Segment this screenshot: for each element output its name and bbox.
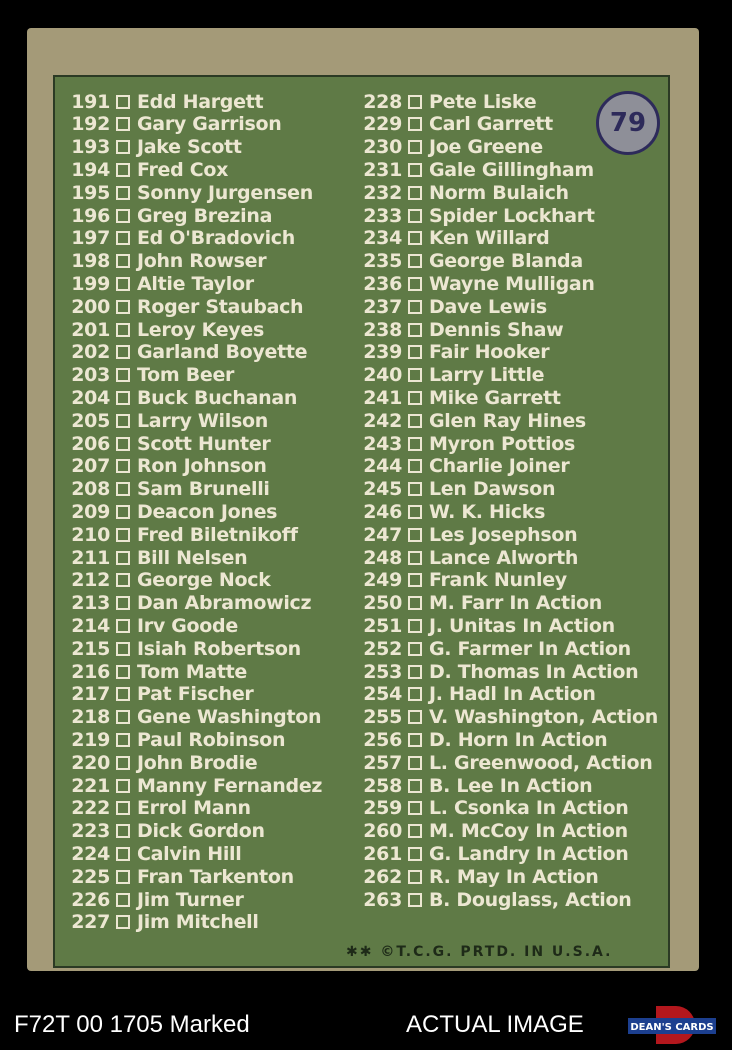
- checkbox[interactable]: [408, 505, 422, 519]
- checklist-item: [62, 842, 241, 865]
- checkbox[interactable]: [408, 824, 422, 838]
- checklist-item: [354, 865, 599, 888]
- player-name: Gale Gillingham: [429, 158, 594, 181]
- player-name: Ron Johnson: [137, 455, 267, 478]
- checkbox[interactable]: [116, 117, 130, 131]
- checkbox[interactable]: [116, 779, 130, 793]
- checklist-item: [354, 432, 575, 455]
- checkbox[interactable]: [408, 573, 422, 587]
- card-number-label: 198: [71, 250, 110, 273]
- checklist-item: [62, 820, 265, 843]
- checkbox[interactable]: [408, 117, 422, 131]
- checkbox[interactable]: [408, 459, 422, 473]
- card-number-label: 246: [363, 500, 402, 523]
- player-name: Joe Greene: [429, 136, 543, 159]
- card-number-label: 245: [363, 478, 402, 501]
- player-name: G. Farmer In Action: [429, 637, 631, 660]
- player-name: M. Farr In Action: [429, 592, 603, 615]
- card-number-label: 218: [71, 706, 110, 729]
- player-name: Deacon Jones: [137, 500, 278, 523]
- checkbox[interactable]: [116, 665, 130, 679]
- checkbox[interactable]: [408, 870, 422, 884]
- checkbox[interactable]: [116, 528, 130, 542]
- card-number-label: 191: [71, 90, 110, 113]
- card-number-label: 210: [71, 523, 110, 546]
- checklist-item: [354, 136, 543, 159]
- card-number-label: 204: [71, 386, 110, 409]
- player-name: Irv Goode: [137, 614, 238, 637]
- player-name: Tom Beer: [137, 364, 235, 387]
- checklist-item: [62, 409, 268, 432]
- player-name: Dan Abramowicz: [137, 592, 312, 615]
- checklist-item: [354, 660, 638, 683]
- checkbox[interactable]: [116, 915, 130, 929]
- card-number-label: 227: [71, 911, 110, 934]
- checkbox[interactable]: [116, 687, 130, 701]
- checkbox[interactable]: [408, 665, 422, 679]
- card-number-label: 262: [363, 865, 402, 888]
- player-name: Scott Hunter: [137, 432, 271, 455]
- card-number-label: 203: [71, 364, 110, 387]
- card-number-label: 253: [363, 660, 402, 683]
- card-number-label: 220: [71, 751, 110, 774]
- card-number-label: 202: [71, 341, 110, 364]
- card-number-label: 255: [363, 706, 402, 729]
- checklist-item: [354, 90, 536, 113]
- checkbox[interactable]: [116, 300, 130, 314]
- player-name: Lance Alworth: [429, 546, 579, 569]
- card-number-label: 249: [363, 569, 402, 592]
- checkbox[interactable]: [116, 140, 130, 154]
- player-name: Larry Wilson: [137, 409, 268, 432]
- checkbox[interactable]: [116, 801, 130, 815]
- player-name: Jim Turner: [137, 888, 244, 911]
- player-name: Sonny Jurgensen: [137, 181, 313, 204]
- checkbox[interactable]: [408, 323, 422, 337]
- checklist-item: [62, 592, 311, 615]
- card-number-label: 197: [71, 227, 110, 250]
- player-name: Manny Fernandez: [137, 774, 323, 797]
- checklist-item: [62, 364, 234, 387]
- player-name: Buck Buchanan: [137, 386, 298, 409]
- player-name: Mike Garrett: [429, 386, 561, 409]
- player-name: Paul Robinson: [137, 728, 286, 751]
- player-name: Glen Ray Hines: [429, 409, 586, 432]
- deans-cards-logo: [626, 1004, 718, 1046]
- card-number-label: 205: [71, 409, 110, 432]
- checklist-item: [62, 500, 277, 523]
- checkbox[interactable]: [408, 140, 422, 154]
- player-name: L. Csonka In Action: [429, 797, 629, 820]
- checkbox[interactable]: [116, 345, 130, 359]
- player-name: John Brodie: [137, 751, 258, 774]
- checklist-item: [62, 706, 321, 729]
- player-name: Dennis Shaw: [429, 318, 564, 341]
- checkbox[interactable]: [408, 596, 422, 610]
- checklist-item: [354, 181, 569, 204]
- player-name: D. Thomas In Action: [429, 660, 639, 683]
- card-number-label: 193: [71, 136, 110, 159]
- card-number-label: 222: [71, 797, 110, 820]
- checklist-item: [354, 478, 555, 501]
- card-number-label: 200: [71, 295, 110, 318]
- player-name: Ed O'Bradovich: [137, 227, 295, 250]
- checklist-item: [62, 113, 281, 136]
- checkbox[interactable]: [116, 870, 130, 884]
- checklist-item: [62, 318, 264, 341]
- checklist-item: [62, 751, 257, 774]
- player-name: M. McCoy In Action: [429, 820, 628, 843]
- checklist-item: [354, 341, 549, 364]
- player-name: Altie Taylor: [137, 272, 254, 295]
- checklist-item: [62, 546, 247, 569]
- player-name: Spider Lockhart: [429, 204, 595, 227]
- checkbox[interactable]: [116, 414, 130, 428]
- player-name: Greg Brezina: [137, 204, 273, 227]
- checkbox[interactable]: [408, 482, 422, 496]
- checkbox[interactable]: [116, 847, 130, 861]
- card-number-label: 217: [71, 683, 110, 706]
- checkbox[interactable]: [116, 231, 130, 245]
- card-number-label: 194: [71, 158, 110, 181]
- player-name: J. Hadl In Action: [429, 683, 596, 706]
- checkbox[interactable]: [116, 254, 130, 268]
- card-number-label: 211: [71, 546, 110, 569]
- player-name: Ken Willard: [429, 227, 550, 250]
- checklist-item: [62, 455, 267, 478]
- card-number-label: 213: [71, 592, 110, 615]
- listing-id-caption: F72T 00 1705 Marked: [14, 1011, 250, 1038]
- card-number-label: 232: [363, 181, 402, 204]
- card-number-label: 234: [363, 227, 402, 250]
- checkbox[interactable]: [408, 528, 422, 542]
- player-name: Myron Pottios: [429, 432, 575, 455]
- player-name: Gene Washington: [137, 706, 322, 729]
- card-number-label: 237: [363, 295, 402, 318]
- checkbox[interactable]: [408, 847, 422, 861]
- checklist-item: [62, 250, 266, 273]
- player-name: L. Greenwood, Action: [429, 751, 653, 774]
- checklist-item: [354, 318, 563, 341]
- checklist-item: [354, 728, 607, 751]
- card-number-label: 192: [71, 113, 110, 136]
- checkbox[interactable]: [116, 596, 130, 610]
- checklist-item: [62, 660, 247, 683]
- checklist-item: [62, 888, 244, 911]
- checkbox[interactable]: [116, 505, 130, 519]
- player-name: Jim Mitchell: [137, 911, 259, 934]
- card-number-label: 263: [363, 888, 402, 911]
- card-number-label: 206: [71, 432, 110, 455]
- player-name: George Nock: [137, 569, 271, 592]
- card-number-label: 233: [363, 204, 402, 227]
- card-number-label: 201: [71, 318, 110, 341]
- player-name: John Rowser: [137, 250, 267, 273]
- checkbox[interactable]: [116, 277, 130, 291]
- player-name: Carl Garrett: [429, 113, 553, 136]
- checklist-item: [354, 295, 547, 318]
- card-number-label: 195: [71, 181, 110, 204]
- checkbox[interactable]: [116, 459, 130, 473]
- player-name: G. Landry In Action: [429, 842, 629, 865]
- checklist-item: [354, 364, 544, 387]
- card-number: 79: [609, 108, 647, 138]
- card-number-label: 223: [71, 820, 110, 843]
- checkbox[interactable]: [116, 95, 130, 109]
- checklist-item: [354, 842, 629, 865]
- player-name: Frank Nunley: [429, 569, 567, 592]
- checkbox[interactable]: [408, 642, 422, 656]
- card-number-label: 244: [363, 455, 402, 478]
- checklist-item: [354, 500, 545, 523]
- card-number-label: 254: [363, 683, 402, 706]
- card-number-label: 241: [363, 386, 402, 409]
- card-number-label: 199: [71, 272, 110, 295]
- checkbox[interactable]: [408, 254, 422, 268]
- player-name: Isiah Robertson: [137, 637, 301, 660]
- checkbox[interactable]: [116, 893, 130, 907]
- player-name: Fair Hooker: [429, 341, 550, 364]
- player-name: B. Lee In Action: [429, 774, 593, 797]
- checkbox[interactable]: [408, 277, 422, 291]
- card-number-label: 229: [363, 113, 402, 136]
- checkbox[interactable]: [116, 551, 130, 565]
- checkbox[interactable]: [116, 186, 130, 200]
- player-name: Pat Fischer: [137, 683, 254, 706]
- checkbox[interactable]: [408, 733, 422, 747]
- player-name: D. Horn In Action: [429, 728, 608, 751]
- card-number-label: 238: [363, 318, 402, 341]
- checklist-item: [354, 751, 652, 774]
- checkbox[interactable]: [408, 710, 422, 724]
- checkbox[interactable]: [116, 619, 130, 633]
- checkbox[interactable]: [408, 345, 422, 359]
- checklist-item: [354, 546, 578, 569]
- checkbox[interactable]: [116, 756, 130, 770]
- checklist-item: [354, 592, 602, 615]
- checklist-item: [62, 90, 263, 113]
- player-name: Roger Staubach: [137, 295, 304, 318]
- player-name: Fred Cox: [137, 158, 229, 181]
- player-name: Gary Garrison: [137, 113, 282, 136]
- player-name: Dave Lewis: [429, 295, 547, 318]
- card-number-label: 260: [363, 820, 402, 843]
- checkbox[interactable]: [408, 551, 422, 565]
- checkbox[interactable]: [408, 231, 422, 245]
- checkbox[interactable]: [116, 163, 130, 177]
- player-name: Pete Liske: [429, 90, 537, 113]
- card-number-label: 196: [71, 204, 110, 227]
- player-name: Calvin Hill: [137, 842, 242, 865]
- player-name: Wayne Mulligan: [429, 272, 595, 295]
- checklist-item: [354, 797, 629, 820]
- card-number-label: 215: [71, 637, 110, 660]
- checklist-item: [354, 386, 561, 409]
- checklist-item: [62, 797, 251, 820]
- checklist-item: [62, 865, 294, 888]
- player-name: Fred Biletnikoff: [137, 523, 298, 546]
- checklist-item: [354, 523, 577, 546]
- checkbox[interactable]: [408, 779, 422, 793]
- checklist-item: [354, 637, 631, 660]
- checklist-item: [62, 386, 297, 409]
- player-name: Bill Nelsen: [137, 546, 248, 569]
- card-number-label: 239: [363, 341, 402, 364]
- player-name: Sam Brunelli: [137, 478, 270, 501]
- checklist-item: [354, 820, 628, 843]
- player-name: J. Unitas In Action: [429, 614, 615, 637]
- card-number-label: 230: [363, 136, 402, 159]
- card-number-label: 224: [71, 842, 110, 865]
- checklist-item: [354, 569, 567, 592]
- checklist-item: [62, 158, 228, 181]
- player-name: Edd Hargett: [137, 90, 264, 113]
- checklist-item: [354, 113, 553, 136]
- player-name: Norm Bulaich: [429, 181, 569, 204]
- card-number-label: 226: [71, 888, 110, 911]
- card-number-label: 242: [363, 409, 402, 432]
- copyright-footer: ✱✱ ©T.C.G. PRTD. IN U.S.A.: [346, 944, 613, 960]
- checklist-item: [354, 683, 596, 706]
- player-name: Garland Boyette: [137, 341, 308, 364]
- checkbox[interactable]: [408, 391, 422, 405]
- card-number-label: 219: [71, 728, 110, 751]
- checklist-item: [62, 728, 285, 751]
- checklist-item: [354, 409, 586, 432]
- checklist-item: [354, 455, 569, 478]
- checkbox[interactable]: [408, 300, 422, 314]
- checklist-item: [62, 227, 295, 250]
- checkbox[interactable]: [408, 163, 422, 177]
- checkbox[interactable]: [116, 573, 130, 587]
- checkbox[interactable]: [408, 414, 422, 428]
- card-number-label: 209: [71, 500, 110, 523]
- checkbox[interactable]: [408, 893, 422, 907]
- card-number-label: 231: [363, 158, 402, 181]
- checklist-item: [354, 774, 592, 797]
- checklist-item: [354, 204, 595, 227]
- checkbox[interactable]: [116, 482, 130, 496]
- card-number-label: 225: [71, 865, 110, 888]
- card-number-label: 236: [363, 272, 402, 295]
- checkbox[interactable]: [408, 186, 422, 200]
- checkbox[interactable]: [116, 733, 130, 747]
- card-number-label: 221: [71, 774, 110, 797]
- player-name: B. Douglass, Action: [429, 888, 632, 911]
- card-number-label: 214: [71, 614, 110, 637]
- checkbox[interactable]: [116, 824, 130, 838]
- checkbox[interactable]: [408, 437, 422, 451]
- checklist-item: [62, 272, 254, 295]
- card-number-label: 261: [363, 842, 402, 865]
- card-number-badge: [596, 91, 660, 155]
- checkbox[interactable]: [116, 642, 130, 656]
- card-number-label: 207: [71, 455, 110, 478]
- checklist-item: [62, 569, 271, 592]
- checkbox[interactable]: [408, 687, 422, 701]
- checklist-item: [62, 523, 298, 546]
- card-number-label: 228: [363, 90, 402, 113]
- actual-image-caption: ACTUAL IMAGE: [406, 1011, 584, 1038]
- checkbox[interactable]: [408, 95, 422, 109]
- player-name: W. K. Hicks: [429, 500, 546, 523]
- card-number-label: 252: [363, 637, 402, 660]
- checkbox[interactable]: [116, 710, 130, 724]
- checklist-item: [354, 227, 549, 250]
- checklist-item: [354, 614, 615, 637]
- card-number-label: 208: [71, 478, 110, 501]
- card-number-label: 212: [71, 569, 110, 592]
- card-number-label: 216: [71, 660, 110, 683]
- player-name: R. May In Action: [429, 865, 599, 888]
- player-name: Les Josephson: [429, 523, 578, 546]
- checklist-item: [62, 136, 242, 159]
- checklist-item: [354, 706, 658, 729]
- checklist-item: [62, 774, 322, 797]
- player-name: Larry Little: [429, 364, 545, 387]
- checkbox[interactable]: [408, 801, 422, 815]
- checkbox[interactable]: [116, 323, 130, 337]
- checklist-item: [354, 888, 632, 911]
- checkbox[interactable]: [116, 437, 130, 451]
- card-number-label: 240: [363, 364, 402, 387]
- card-number-label: 259: [363, 797, 402, 820]
- checklist-item: [62, 478, 270, 501]
- card-number-label: 243: [363, 432, 402, 455]
- checkbox[interactable]: [116, 368, 130, 382]
- checkbox[interactable]: [408, 756, 422, 770]
- card-number-label: 258: [363, 774, 402, 797]
- checkbox[interactable]: [408, 619, 422, 633]
- checklist-item: [354, 250, 583, 273]
- player-name: Errol Mann: [137, 797, 251, 820]
- checklist-item: [62, 295, 303, 318]
- checklist-item: [62, 432, 270, 455]
- player-name: Dick Gordon: [137, 820, 265, 843]
- player-name: Tom Matte: [137, 660, 247, 683]
- checklist-item: [62, 637, 301, 660]
- player-name: Jake Scott: [137, 136, 242, 159]
- card-number-label: 250: [363, 592, 402, 615]
- checkbox[interactable]: [408, 209, 422, 223]
- player-name: Fran Tarkenton: [137, 865, 294, 888]
- card-number-label: 248: [363, 546, 402, 569]
- card-number-label: 257: [363, 751, 402, 774]
- player-name: George Blanda: [429, 250, 583, 273]
- card-number-label: 251: [363, 614, 402, 637]
- checklist-item: [354, 272, 595, 295]
- checklist-item: [62, 204, 272, 227]
- logo-text: DEAN'S CARDS: [630, 1022, 714, 1033]
- checklist-item: [354, 158, 594, 181]
- player-name: Charlie Joiner: [429, 455, 570, 478]
- checklist-item: [62, 683, 253, 706]
- checkbox[interactable]: [116, 391, 130, 405]
- player-name: Leroy Keyes: [137, 318, 264, 341]
- card-number-label: 235: [363, 250, 402, 273]
- checklist-item: [62, 911, 259, 934]
- card-number-label: 247: [363, 523, 402, 546]
- player-name: Len Dawson: [429, 478, 556, 501]
- checkbox[interactable]: [408, 368, 422, 382]
- checklist-item: [62, 181, 313, 204]
- checkbox[interactable]: [116, 209, 130, 223]
- player-name: V. Washington, Action: [429, 706, 659, 729]
- checklist-item: [62, 614, 238, 637]
- checklist-item: [62, 341, 307, 364]
- card-number-label: 256: [363, 728, 402, 751]
